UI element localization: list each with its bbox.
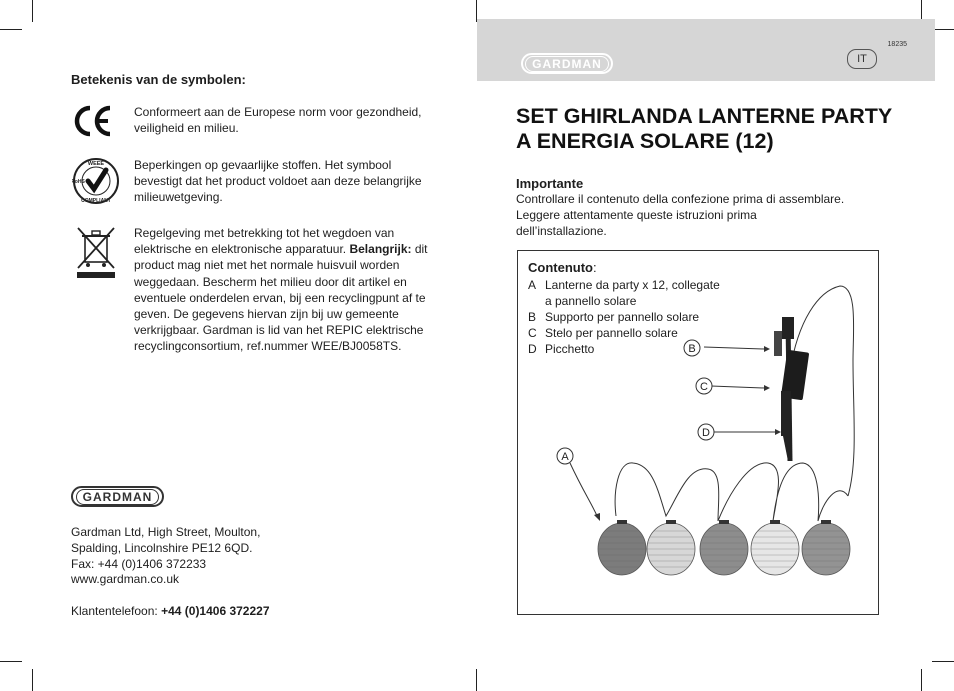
- svg-text:RoHS: RoHS: [72, 179, 85, 185]
- contents-box: [517, 250, 879, 615]
- crossed-out-bin-icon: [72, 224, 120, 285]
- ce-mark-text: Conformeert aan de Europese norm voor gezondheid, veiligheid en milieu.: [134, 105, 422, 136]
- helpline: [71, 604, 270, 618]
- lantern: [751, 520, 799, 575]
- page-title: [516, 104, 892, 154]
- weee-important-label: Belangrijk:: [349, 242, 412, 257]
- crop-mark: [932, 29, 954, 30]
- gardman-logo: [71, 486, 164, 507]
- important-text: [516, 192, 866, 239]
- weee-text-body: dit product mag niet met het normale huisvuil worden weggedaan. Bescherm het milieu door dit artikel en eventuele onderdelen ervan, bij een recyclingpunt af te geven. De gegevens hiervan zijn bij uw gemeente verkrijgbaar. Gardman is lid van het REPIC elektrische recyclingconsortium, ref.nummer WEE/BJ0058TS.: [134, 242, 428, 354]
- item-text: Stelo per pannello solare: [545, 326, 678, 340]
- panel-stem: [781, 391, 791, 436]
- important-line: Leggere attentamente queste istruzioni prima: [516, 207, 757, 222]
- title-line: A ENERGIA SOLARE (12): [516, 129, 774, 153]
- address-line: Spalding, Lincolnshire PE12 6QD.: [71, 540, 253, 555]
- lantern: [700, 520, 748, 575]
- product-code: 18235: [887, 41, 907, 48]
- title-line: SET GHIRLANDA LANTERNE PARTY: [516, 104, 893, 128]
- contents-heading-colon: :: [592, 260, 597, 275]
- contents-item-b: [528, 309, 699, 325]
- item-letter: A: [528, 278, 537, 292]
- crop-mark: [921, 669, 922, 691]
- panel-bracket: [774, 331, 782, 356]
- lantern: [647, 520, 695, 575]
- gardman-logo: [521, 53, 613, 74]
- panel-support: [782, 317, 794, 339]
- important-heading: Importante: [516, 176, 584, 191]
- header-band: [477, 19, 935, 81]
- website-link[interactable]: www.gardman.co.uk: [71, 572, 180, 587]
- crop-mark: [476, 669, 477, 691]
- item-letter: C: [528, 326, 537, 340]
- contents-item-d: [528, 341, 594, 357]
- item-letter: D: [528, 342, 537, 356]
- weee-text-intro: Regelgeving met betrekking tot het wegdoen van elektrische en elektronische apparatuur.: [134, 226, 395, 257]
- symbols-heading: Betekenis van de symbolen:: [71, 72, 246, 87]
- company-address: [71, 525, 260, 588]
- diagram-label-a: A: [561, 451, 569, 463]
- diagram-label-d: D: [702, 427, 710, 439]
- lantern: [802, 520, 850, 575]
- helpline-number: +44 (0)1406 372227: [161, 604, 270, 618]
- diagram-label-c: C: [700, 381, 708, 393]
- crop-mark: [932, 661, 954, 662]
- fax-line: Fax: +44 (0)1406 372233: [71, 556, 207, 571]
- crop-mark: [32, 0, 33, 22]
- crop-mark: [0, 29, 22, 30]
- item-text-continued: a pannello solare: [545, 294, 637, 308]
- crop-mark: [32, 669, 33, 691]
- address-line: Gardman Ltd, High Street, Moulton,: [71, 525, 261, 539]
- gardman-logo-text: GARDMAN: [76, 489, 160, 505]
- item-text: Lanterne da party x 12, collegate: [545, 278, 720, 292]
- contents-heading: [528, 260, 597, 275]
- item-text: Picchetto: [545, 342, 595, 356]
- helpline-label: Klantentelefoon:: [71, 604, 162, 618]
- rohs-weee-compliant-icon: [72, 156, 120, 211]
- contents-heading-label: Contenuto: [528, 260, 593, 275]
- weee-text: [134, 225, 434, 355]
- important-line: dell’installazione.: [516, 223, 607, 238]
- lantern: [598, 520, 646, 575]
- svg-text:COMPLIANT: COMPLIANT: [81, 198, 111, 204]
- contents-item-a: [528, 277, 720, 309]
- ce-mark-icon: [72, 104, 114, 143]
- item-text: Supporto per pannello solare: [545, 310, 700, 324]
- gardman-logo-text: GARDMAN: [525, 56, 609, 72]
- language-badge: IT: [847, 49, 877, 69]
- item-letter: B: [528, 310, 537, 324]
- rohs-text: Beperkingen op gevaarlijke stoffen. Het symbool bevestigt dat het product voldoet aan deze belangrijke milieuwetgeving.: [134, 158, 422, 205]
- svg-text:WEEE: WEEE: [87, 161, 105, 167]
- diagram-label-b: B: [688, 343, 696, 355]
- important-line: Controllare il contenuto della confezione prima di assemblare.: [516, 192, 845, 206]
- crop-mark: [0, 661, 22, 662]
- contents-item-c: [528, 325, 678, 341]
